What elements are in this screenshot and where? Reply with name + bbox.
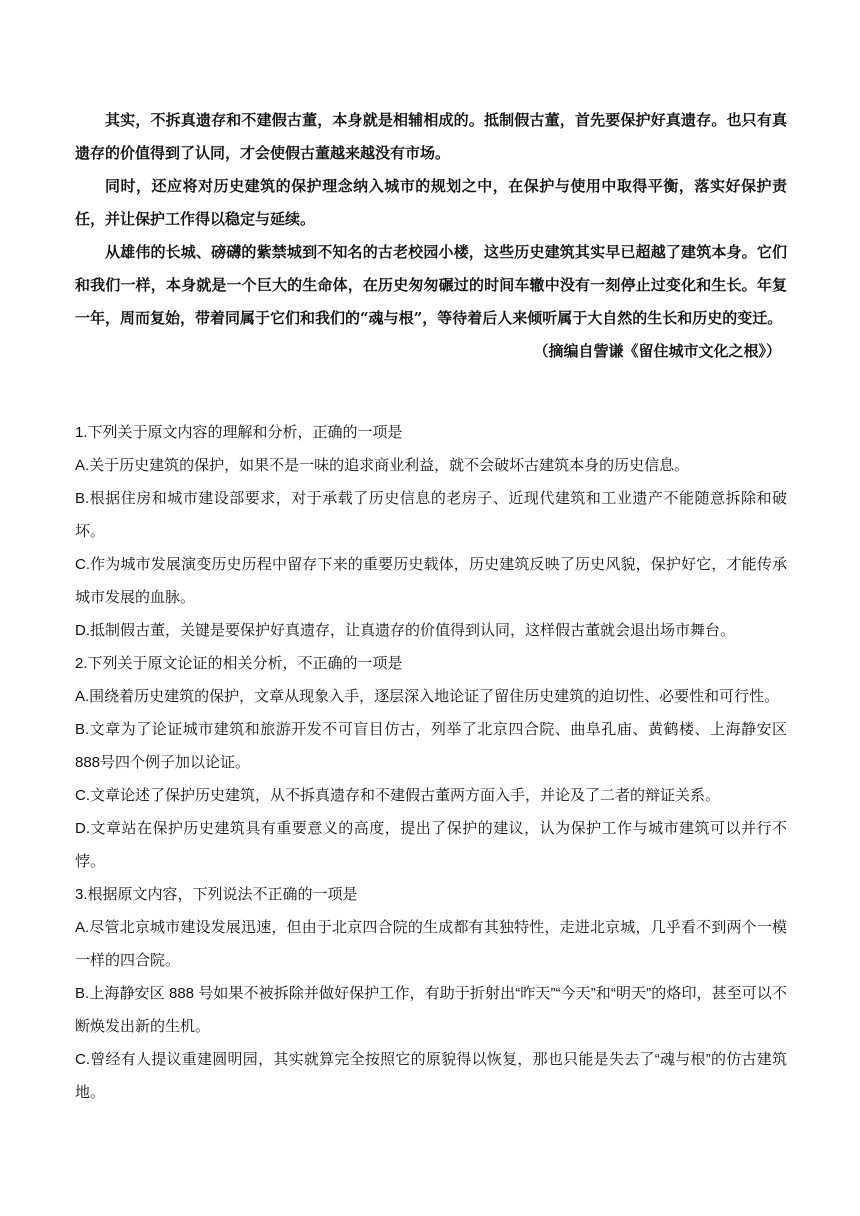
passage-paragraph: 同时，还应将对历史建筑的保护理念纳入城市的规划之中，在保护与使用中取得平衡，落实好保护责任，并让保护工作得以稳定与延续。	[75, 177, 787, 228]
question-option-b: B.上海静安区 888 号如果不被拆除并做好保护工作，有助于折射出“昨天”“今天”和“明天”的烙印，甚至可以不断焕发出新的生机。	[75, 985, 787, 1035]
passage-source: （摘编自訾谦《留住城市文化之根》）	[533, 342, 781, 360]
question-option-a: A.尽管北京城市建设发展迅速，但由于北京四合院的生成都有其独特性，走进北京城，几乎看不到两个一模一样的四合院。	[75, 919, 787, 969]
passage-paragraph: 其实，不拆真遗存和不建假古董，本身就是相辅相成的。抵制假古董，首先要保护好真遗存。也只有真遗存的价值得到了认同，才会使假古董越来越没有市场。	[75, 111, 787, 162]
question-1	[75, 416, 787, 647]
question-3	[75, 878, 787, 1109]
question-option-c: C.作为城市发展演变历史历程中留存下来的重要历史载体，历史建筑反映了历史风貌，保护好它，才能传承城市发展的血脉。	[75, 556, 787, 606]
question-2	[75, 647, 787, 878]
question-option-c: C.曾经有人提议重建圆明园，其实就算完全按照它的原貌得以恢复，那也只能是失去了“魂与根”的仿古建筑地。	[75, 1051, 787, 1101]
passage-paragraph: 从雄伟的长城、磅礴的紫禁城到不知名的古老校园小楼，这些历史建筑其实早已超越了建筑本身。它们和我们一样，本身就是一个巨大的生命体，在历史匆匆碾过的时间车辙中没有一刻停止过变化和生长。年复一年，周而复始，带着同属于它们和我们的“魂与根”，等待着后人来倾听属于大自然的生长和历史的变迁。	[75, 243, 787, 327]
question-option-d: D.抵制假古董，关键是要保护好真遗存，让真遗存的价值得到认同，这样假古董就会退出场市舞台。	[75, 622, 736, 639]
question-stem: 1.下列关于原文内容的理解和分析，正确的一项是	[75, 424, 403, 441]
reading-passage	[75, 104, 787, 368]
question-option-d: D.文章站在保护历史建筑具有重要意义的高度，提出了保护的建议，认为保护工作与城市建筑可以并行不悖。	[75, 820, 787, 870]
question-list	[75, 416, 787, 1109]
question-option-a: A.关于历史建筑的保护，如果不是一味的追求商业利益，就不会破坏古建筑本身的历史信息。	[75, 457, 690, 474]
question-stem: 3.根据原文内容，下列说法不正确的一项是	[75, 886, 358, 903]
question-option-c: C.文章论述了保护历史建筑，从不拆真遗存和不建假古董两方面入手，并论及了二者的辩证关系。	[75, 787, 721, 804]
question-stem: 2.下列关于原文论证的相关分析，不正确的一项是	[75, 655, 403, 672]
question-option-b: B.文章为了论证城市建筑和旅游开发不可盲目仿古，列举了北京四合院、曲阜孔庙、黄鹤楼、上海静安区888号四个例子加以论证。	[75, 721, 787, 771]
question-option-b: B.根据住房和城市建设部要求，对于承载了历史信息的老房子、近现代建筑和工业遗产不能随意拆除和破坏。	[75, 490, 787, 540]
question-option-a: A.围绕着历史建筑的保护，文章从现象入手，逐层深入地论证了留住历史建筑的迫切性、必要性和可行性。	[75, 688, 780, 705]
